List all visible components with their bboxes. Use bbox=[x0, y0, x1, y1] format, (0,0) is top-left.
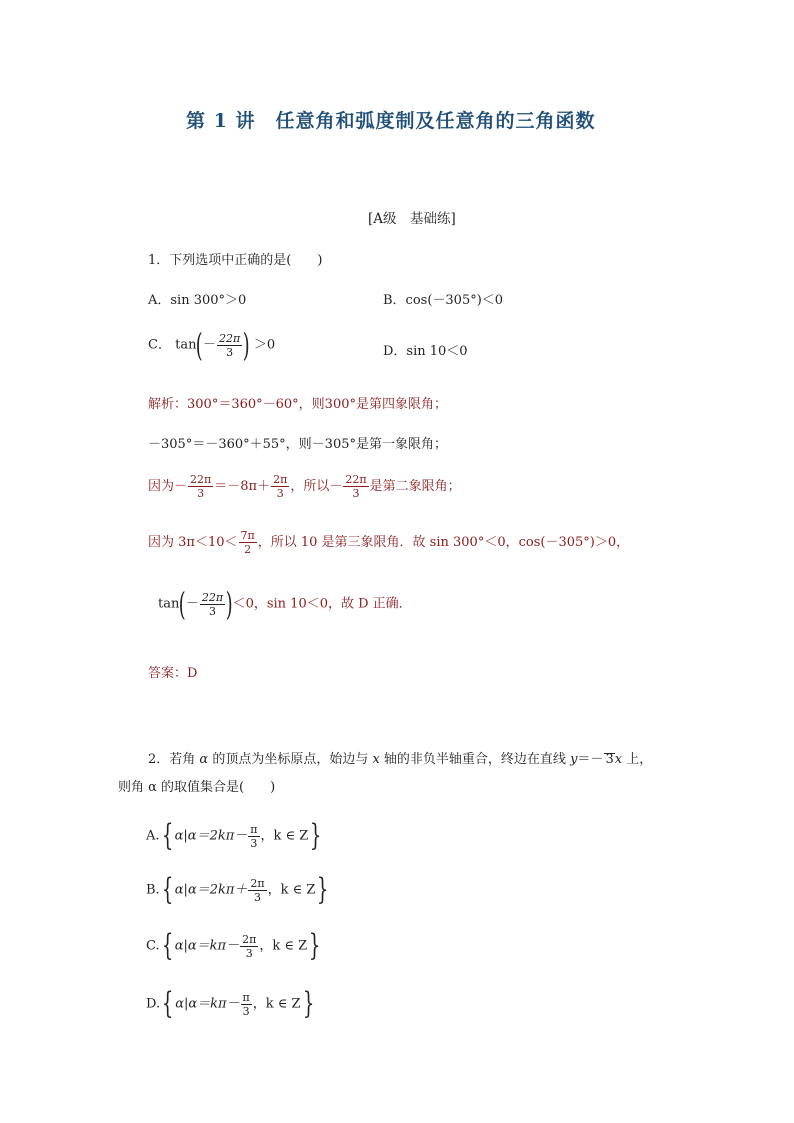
q1-option-c-minus: － bbox=[202, 337, 216, 353]
fraction: $\frac{2\pi}{3}$ bbox=[250, 876, 265, 904]
fraction: $\frac{22\pi}{3}$ bbox=[345, 473, 367, 500]
right-brace: } bbox=[302, 986, 314, 1021]
q1-option-c-fn: tan bbox=[175, 337, 197, 353]
left-brace: { bbox=[161, 872, 173, 907]
fraction: $\frac{22\pi}{3}$ bbox=[190, 473, 212, 500]
fraction: $\frac{2\pi}{3}$ bbox=[273, 473, 288, 500]
sqrt-symbol: 3 bbox=[605, 752, 614, 767]
left-brace: { bbox=[161, 928, 173, 963]
q2-option-a[interactable]: A.{ α|α＝2kπ－ $\frac{\pi}{3}$ ，k ∈ Z} bbox=[146, 818, 322, 853]
q1-solution-line-3: 因为－ $\frac{22\pi}{3}$ ＝－8π＋ $\frac{2\pi}{3}$ ，所以－ $\frac{22\pi}{3}$ 是第二象限角； bbox=[148, 473, 461, 500]
q2-stem-line-2: 则角 α 的取值集合是( ) bbox=[118, 780, 276, 795]
q1-solution-line-2: －305°＝－360°＋55°，则－305°是第一象限角； bbox=[148, 437, 447, 452]
fraction: $\frac{\pi}{3}$ bbox=[242, 990, 250, 1018]
q1-stem: 1．下列选项中正确的是( ) bbox=[148, 253, 323, 268]
section-level: [A级 基础练] bbox=[368, 211, 456, 227]
q1-option-c-label: C． bbox=[148, 337, 171, 353]
right-paren: ) bbox=[225, 585, 233, 623]
left-paren: ( bbox=[196, 326, 204, 364]
left-paren: ( bbox=[179, 585, 187, 623]
right-brace: } bbox=[310, 818, 322, 853]
q1-option-c-fraction: $\frac{22\pi}{3}$ bbox=[218, 331, 241, 359]
left-brace: { bbox=[161, 986, 174, 1021]
q1-solution-line-4: 因为 3π＜10＜ $\frac{7\pi}{2}$ ，所以 10 是第三象限角．故 sin 300°＜0，cos(－305°)＞0， bbox=[148, 529, 630, 556]
q1-answer: 答案：D bbox=[148, 666, 198, 681]
q1-solution-line-5: tan(－ $\frac{22\pi}{3}$ )＜0，sin 10＜0，故 D 正确． bbox=[158, 585, 412, 623]
q2-stem-line-1: 2．若角 α 的顶点为坐标原点，始边与 x 轴的非负半轴重合，终边在直线 y＝－ 3x 上， bbox=[148, 752, 653, 767]
fraction: $\frac{\pi}{3}$ bbox=[250, 822, 258, 850]
q2-option-d[interactable]: D.{ α|α＝kπ－ $\frac{\pi}{3}$ ，k ∈ Z} bbox=[146, 986, 314, 1021]
q1-option-a[interactable]: A．sin 300°＞0 bbox=[148, 293, 247, 308]
q2-option-c[interactable]: C.{ α|α＝kπ－ $\frac{2\pi}{3}$ ，k ∈ Z} bbox=[146, 928, 321, 963]
right-brace: } bbox=[308, 928, 321, 963]
fraction: $\frac{2\pi}{3}$ bbox=[242, 932, 257, 960]
page-title: 第 1 讲 任意角和弧度制及任意角的三角函数 bbox=[186, 110, 596, 132]
solution-lead: 解析： bbox=[148, 397, 188, 412]
fraction: $\frac{7\pi}{2}$ bbox=[240, 529, 255, 556]
q2-option-b[interactable]: B.{ α|α＝2kπ＋ $\frac{2\pi}{3}$ ，k ∈ Z} bbox=[146, 872, 329, 907]
q1-option-d[interactable]: D．sin 10＜0 bbox=[383, 344, 468, 359]
q1-option-c[interactable] bbox=[148, 326, 276, 364]
q1-option-b[interactable]: B．cos(－305°)＜0 bbox=[383, 293, 504, 308]
q1-solution-line-1: 解析：300°＝360°－60°，则300°是第四象限角； bbox=[148, 397, 447, 412]
right-paren: ) bbox=[242, 326, 250, 364]
q1-option-c-tail: ＞0 bbox=[253, 337, 276, 353]
right-brace: } bbox=[317, 872, 329, 907]
left-brace: { bbox=[161, 818, 173, 853]
fraction: $\frac{22\pi}{3}$ bbox=[201, 590, 224, 618]
